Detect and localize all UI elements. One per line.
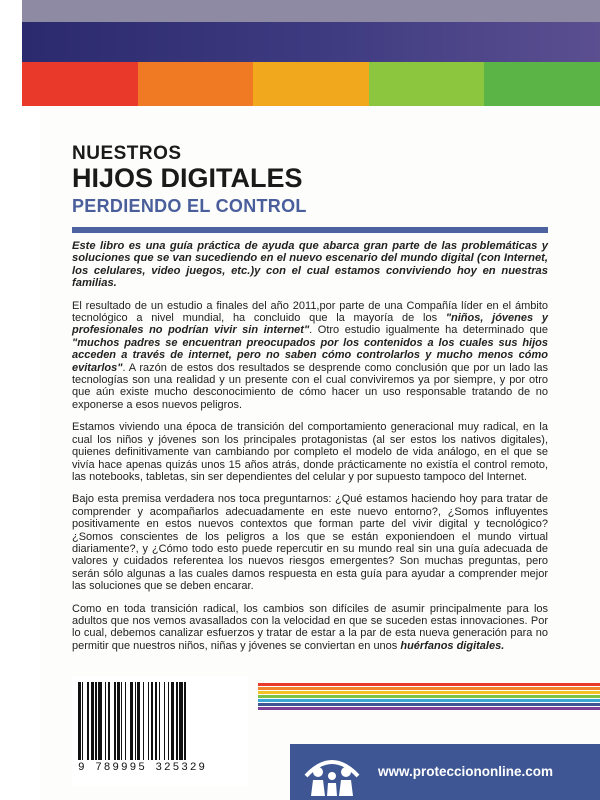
stripe xyxy=(258,695,600,698)
p4-a: Como en toda transición radical, los cambios son difíciles de asumir principalmente para los adultos que nos vemos avasallados con la velocidad en que se suceden estas innovaciones. Por lo cual, debemos canalizar esfuerzos y tratar de estar a la par de esta nueva generación para no permitir que nuestros niños, niñas y jóvenes se conviertan en unos xyxy=(72,602,548,652)
p1-e: . A razón de estos dos resultados se desprende como conclusión que por un lado las tecnologías son una realidad y un presente con el cual conviviremos ya por siempre, y por otro que aún existe mucho desconocimiento de cómo hacer un uso responsable tratando de no exponerse a esos nuevos peligros. xyxy=(72,361,548,411)
lead-paragraph: Este libro es una guía práctica de ayuda que abarca gran parte de las problemáticas y soluciones que se van sucediendo en el nuevo escenario del mundo digital (con Internet, los celulares, video juegos, etc.)y con el cual estamos conviviendo hoy en nuestras familias. xyxy=(72,240,548,290)
color-band-segment xyxy=(138,62,254,106)
color-band-segment xyxy=(369,62,485,106)
title-block xyxy=(72,143,307,217)
stripe xyxy=(258,699,600,702)
rainbow-stripes xyxy=(258,683,600,719)
color-band-segment xyxy=(484,62,600,106)
p1-d: "muchos padres se encuentran preocupados por los contenidos a los cuales sus hijos acceden a través de internet, pero no saben cómo controlarlos y mucho menos cómo evitarlos" xyxy=(72,336,548,374)
family-logo-icon xyxy=(300,746,364,798)
paragraph-2: Estamos viviendo una época de transición del comportamiento generacional muy radical, en la cual los niños y jóvenes son los principales protagonistas (al ser estos los nativos digitales), quienes definitivamente van cambiando por completo el modelo de vida análogo, en el que se vivía hace apenas quizás unos 15 años atrás, donde prácticamente no existía el control remoto, las notebooks, tabletas, sin ser dependientes del celular y por supuesto tampoco del Internet. xyxy=(72,421,548,483)
color-band xyxy=(22,62,600,106)
barcode xyxy=(72,676,248,786)
stripe xyxy=(258,691,600,694)
body-text xyxy=(72,240,548,662)
stripe xyxy=(258,703,600,706)
p1-a: El resultado de un estudio a finales del año 2011,por parte de una Compañía líder en el ámbito tecnológico a nivel mundial, ha concluido que la mayoría de los xyxy=(72,299,548,325)
stripe xyxy=(258,687,600,690)
subtitle: PERDIENDO EL CONTROL xyxy=(72,196,307,216)
title-rule xyxy=(72,227,548,233)
color-band-segment xyxy=(253,62,369,106)
barcode-bar xyxy=(186,682,189,760)
barcode-bars xyxy=(78,682,242,760)
page-edge xyxy=(0,0,40,800)
title-line-2: HIJOS DIGITALES xyxy=(72,163,303,193)
title-line-1: NUESTROS xyxy=(72,143,182,164)
purple-band xyxy=(22,22,600,62)
paragraph-1 xyxy=(72,300,548,412)
paragraph-3: Bajo esta premisa verdadera nos toca preguntarnos: ¿Qué estamos haciendo hoy para tratar de comprender y acompañarlos adecuadamente en este nuevo entorno?, ¿Somos influyentes positivamente en estos nuevos contextos que forman parte del vivir digital y tecnológico? ¿Somos conscientes de los peligros a los que se están exponiendoen el mundo virtual diariamente?, y ¿Cómo todo esto puede repercutir en su mundo real sin una guía adecuada de valores y cuidados referentea los nuevos riesgos emergentes? Son muchas preguntas, pero serán sólo algunas a las cuales damos respuesta en esta guía para ayudar a comprender mejor las soluciones que se deben encarar. xyxy=(72,493,548,593)
color-band-segment xyxy=(22,62,138,106)
p4-b: huérfanos digitales. xyxy=(400,639,505,652)
p1-b: "niños, jóvenes y profesionales no podrían vivir sin internet" xyxy=(72,312,548,337)
stripe xyxy=(258,683,600,686)
website-url: www.protecciononline.com xyxy=(378,764,554,779)
isbn-number: 9 789995 325329 xyxy=(78,762,208,774)
top-gray-band xyxy=(22,0,600,22)
p1-c: . Otro estudio igualmente ha determinado que xyxy=(309,324,548,337)
paragraph-4 xyxy=(72,603,548,653)
stripe xyxy=(258,707,600,710)
